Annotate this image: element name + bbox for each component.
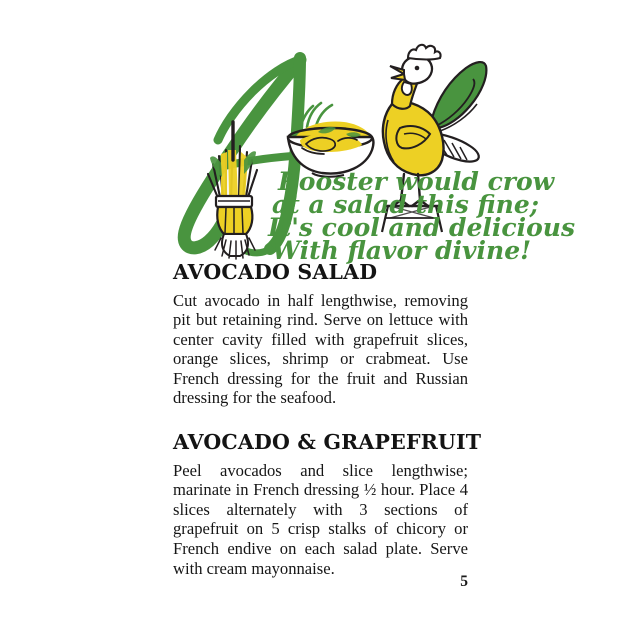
recipe-body-avocado-grapefruit: Peel avocados and slice lengthwise; marinate in French dressing ½ hour. Place 4 slices alternately with 3 sections of grapefruit on 5 crisp stalks of chicory or French endive on each salad plate. Serve with cream mayonnaise. xyxy=(173,460,468,578)
recipe-body-avocado-salad: Cut avocado in half lengthwise, removing pit but retaining rind. Serve on lettuce with center cavity filled with grapefruit slices, orange slices, shrimp or crabmeat. Use French dressing for the fruit and Russian dressing for the seafood. xyxy=(173,290,468,408)
verse-line-4: With flavor divine! xyxy=(272,236,532,265)
page-number: 5 xyxy=(460,573,468,590)
recipe-avocado-grapefruit xyxy=(173,430,482,578)
recipe-column xyxy=(173,260,482,586)
verse-line-1: Rooster would crow xyxy=(278,167,555,196)
header-illustration xyxy=(0,0,640,272)
verse-text xyxy=(267,167,575,265)
recipe-title-avocado-grapefruit: AVOCADO & GRAPEFRUIT xyxy=(173,430,482,455)
verse-line-3: It's cool and delicious xyxy=(268,213,576,242)
recipe-avocado-salad xyxy=(173,262,468,408)
verse-line-2: at a salad this fine; xyxy=(272,190,539,219)
recipe-title-avocado-salad: AVOCADO SALAD xyxy=(173,260,378,284)
